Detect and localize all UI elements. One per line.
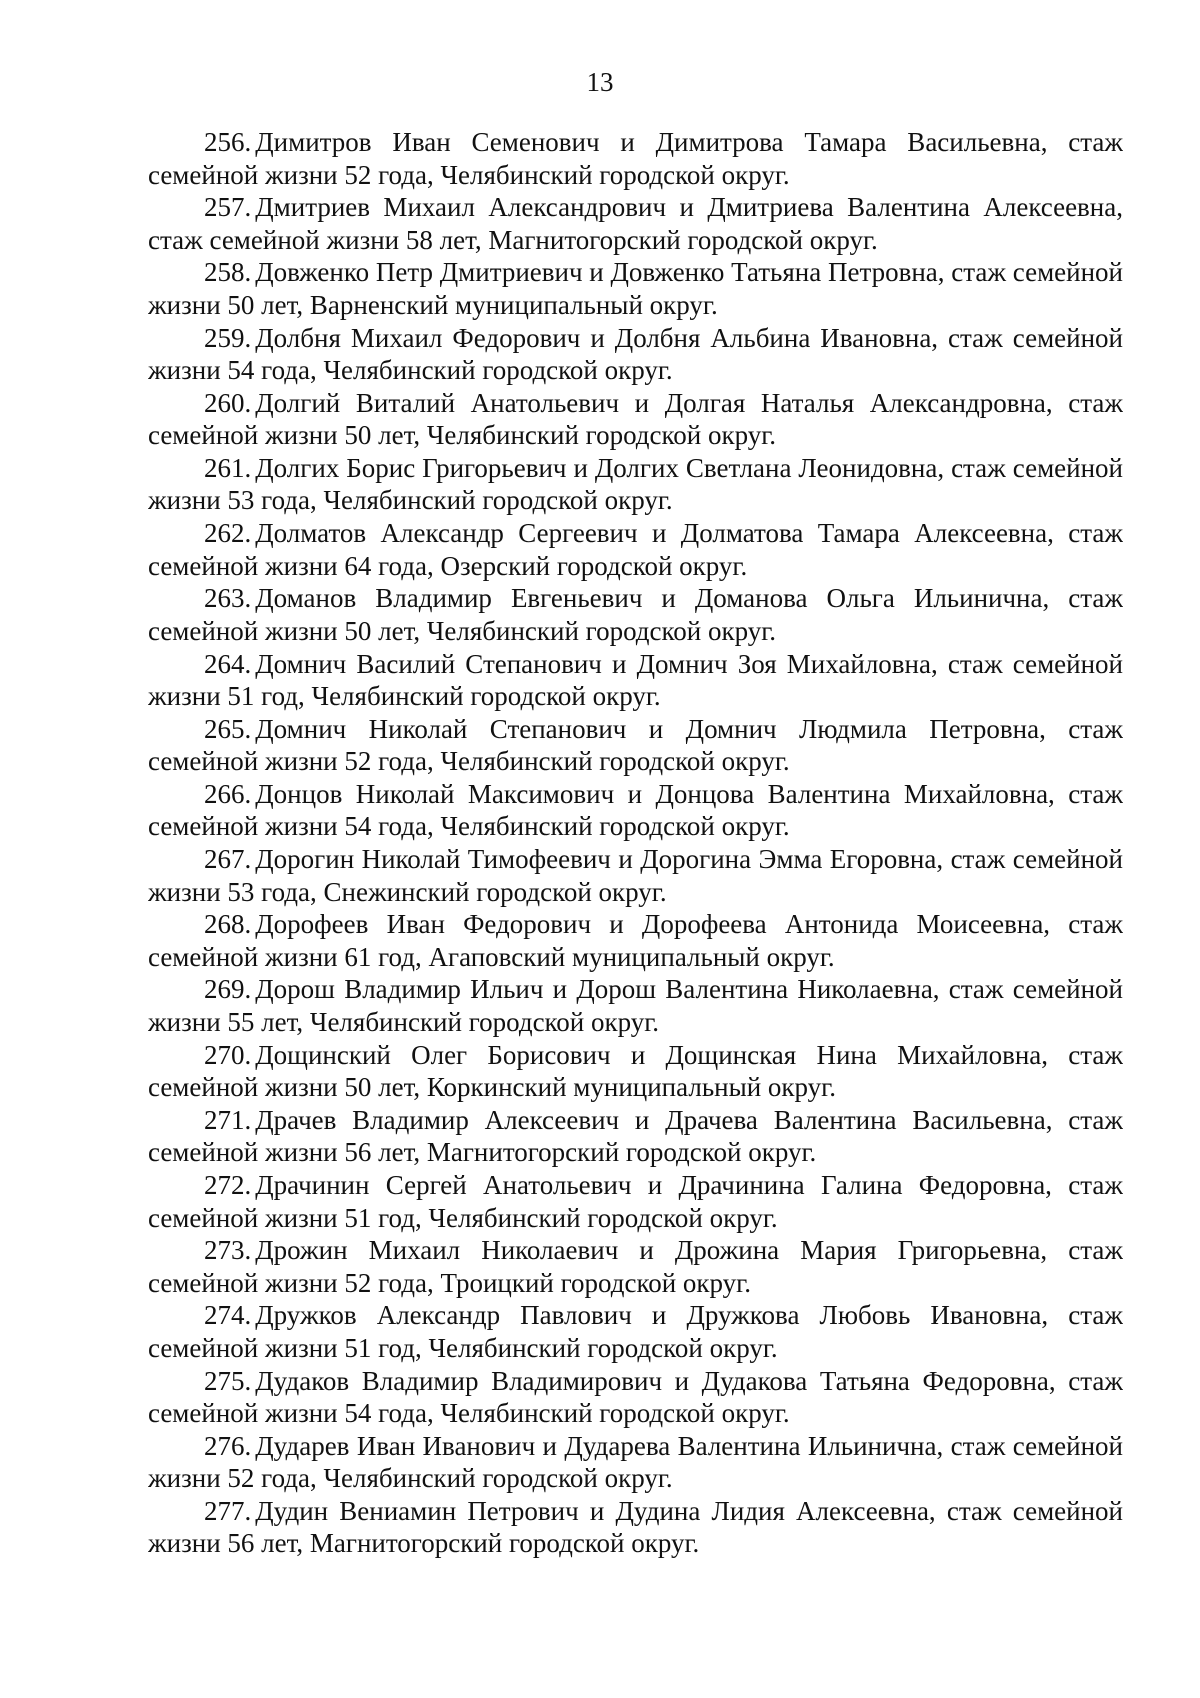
entry-number: 268.	[204, 909, 252, 940]
list-item	[148, 191, 1123, 256]
entry-number: 264.	[204, 648, 252, 679]
list-item	[148, 1039, 1123, 1104]
list-item	[148, 1365, 1123, 1430]
list-item	[148, 973, 1123, 1038]
entry-number: 269.	[204, 974, 252, 1005]
entry-number: 272.	[204, 1170, 252, 1200]
entry-text: Донцов Николай Максимович и Донцова Валентина Михайловна, стаж семейной жизни 54 года, Челябинский городской округ.	[148, 778, 1123, 842]
list-item	[148, 322, 1123, 387]
entry-number: 258.	[204, 257, 252, 288]
entry-text: Дудаков Владимир Владимирович и Дудакова Татьяна Федоровна, стаж семейной жизни 54 года, Челябинский городской округ.	[148, 1365, 1123, 1429]
entry-text: Драчинин Сергей Анатольевич и Драчинина Галина Федоровна, стаж семейной жизни 51 год, Челябинский городской округ.	[148, 1170, 1123, 1233]
list-item	[148, 648, 1123, 713]
entry-text: Долматов Александр Сергеевич и Долматова Тамара Алексеевна, стаж семейной жизни 64 года, Озерский городской округ.	[148, 518, 1123, 581]
list-item	[148, 1104, 1123, 1169]
list-item	[148, 778, 1123, 843]
entry-number: 277.	[204, 1495, 252, 1526]
entry-number: 257.	[204, 192, 252, 223]
list-item	[148, 1169, 1123, 1234]
entry-number: 259.	[204, 322, 252, 353]
list-item	[148, 517, 1123, 582]
list-item	[148, 582, 1123, 647]
entry-number: 267.	[204, 844, 252, 875]
entry-number: 271.	[204, 1104, 252, 1135]
entry-text: Довженко Петр Дмитриевич и Довженко Татьяна Петровна, стаж семейной жизни 50 лет, Варненский муниципальный округ.	[148, 257, 1123, 320]
entry-text: Дудин Вениамин Петрович и Дудина Лидия Алексеевна, стаж семейной жизни 56 лет, Магнитогорский городской округ.	[148, 1495, 1123, 1559]
entry-number: 275.	[204, 1365, 252, 1396]
entry-list	[148, 126, 1123, 1560]
entry-number: 274.	[204, 1300, 252, 1331]
entry-text: Дощинский Олег Борисович и Дощинская Нина Михайловна, стаж семейной жизни 50 лет, Коркинский муниципальный округ.	[148, 1039, 1123, 1103]
entry-text: Долбня Михаил Федорович и Долбня Альбина Ивановна, стаж семейной жизни 54 года, Челябинский городской округ.	[148, 322, 1123, 386]
list-item	[148, 452, 1123, 517]
entry-text: Дрожин Михаил Николаевич и Дрожина Мария Григорьевна, стаж семейной жизни 52 года, Троицкий городской округ.	[148, 1235, 1123, 1298]
entry-number: 270.	[204, 1039, 252, 1070]
list-item	[148, 713, 1123, 778]
list-item	[148, 843, 1123, 908]
list-item	[148, 1495, 1123, 1560]
entry-text: Дружков Александр Павлович и Дружкова Любовь Ивановна, стаж семейной жизни 51 год, Челябинский городской округ.	[148, 1300, 1123, 1363]
list-item	[148, 1299, 1123, 1364]
entry-text: Домнич Николай Степанович и Домнич Людмила Петровна, стаж семейной жизни 52 года, Челябинский городской округ.	[148, 713, 1123, 777]
list-item	[148, 1234, 1123, 1299]
list-item	[148, 908, 1123, 973]
entry-text: Долгий Виталий Анатольевич и Долгая Наталья Александровна, стаж семейной жизни 50 лет, Челябинский городской округ.	[148, 387, 1123, 451]
list-item	[148, 1430, 1123, 1495]
page-number: 13	[586, 67, 614, 97]
entry-text: Домнич Василий Степанович и Домнич Зоя Михайловна, стаж семейной жизни 51 год, Челябинский городской округ.	[148, 648, 1123, 711]
entry-number: 256.	[204, 127, 252, 157]
entry-text: Димитров Иван Семенович и Димитрова Тамара Васильевна, стаж семейной жизни 52 года, Челябинский городской округ.	[148, 127, 1123, 190]
entry-number: 262.	[204, 518, 252, 549]
entry-text: Дорогин Николай Тимофеевич и Дорогина Эмма Егоровна, стаж семейной жизни 53 года, Снежинский городской округ.	[148, 844, 1123, 907]
entry-text: Доманов Владимир Евгеньевич и Доманова Ольга Ильинична, стаж семейной жизни 50 лет, Челябинский городской округ.	[148, 583, 1123, 646]
entry-text: Дорош Владимир Ильич и Дорош Валентина Николаевна, стаж семейной жизни 55 лет, Челябинский городской округ.	[148, 974, 1123, 1037]
entry-text: Дмитриев Михаил Александрович и Дмитриева Валентина Алексеевна, стаж семейной жизни 58 лет, Магнитогорский городской округ.	[148, 192, 1123, 255]
entry-number: 261.	[204, 452, 252, 483]
entry-text: Драчев Владимир Алексеевич и Драчева Валентина Васильевна, стаж семейной жизни 56 лет, Магнитогорский городской округ.	[148, 1104, 1123, 1168]
list-item	[148, 126, 1123, 191]
entry-number: 266.	[204, 778, 252, 809]
entry-number: 265.	[204, 713, 252, 744]
entry-number: 263.	[204, 583, 252, 614]
entry-text: Долгих Борис Григорьевич и Долгих Светлана Леонидовна, стаж семейной жизни 53 года, Челябинский городской округ.	[148, 452, 1123, 516]
entry-text: Дударев Иван Иванович и Дударева Валентина Ильинична, стаж семейной жизни 52 года, Челябинский городской округ.	[148, 1430, 1123, 1494]
entry-number: 276.	[204, 1430, 252, 1461]
entry-number: 273.	[204, 1235, 252, 1266]
entry-text: Дорофеев Иван Федорович и Дорофеева Антонида Моисеевна, стаж семейной жизни 61 год, Агаповский муниципальный округ.	[148, 909, 1123, 972]
list-item	[148, 387, 1123, 452]
entry-number: 260.	[204, 387, 252, 418]
list-item	[148, 256, 1123, 321]
